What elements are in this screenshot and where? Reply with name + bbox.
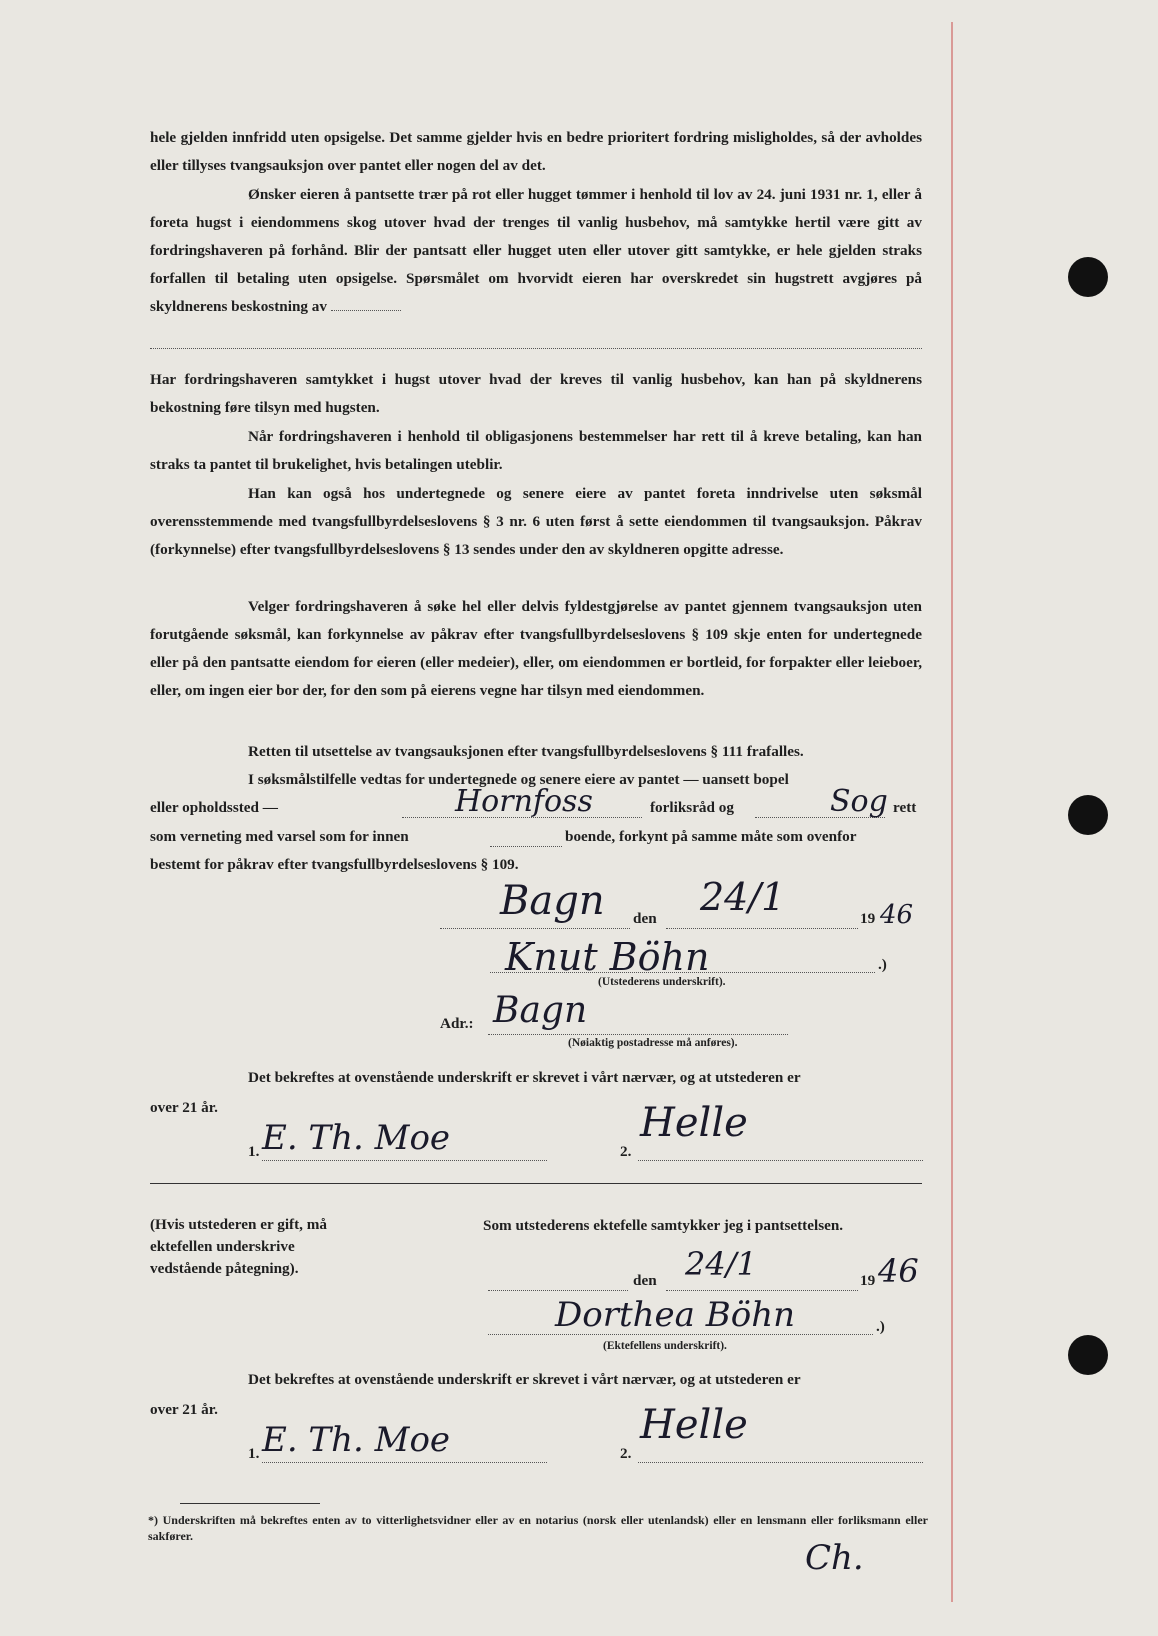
- paragraph-2: [150, 181, 922, 321]
- spouse-note: (Hvis utstederen er gift, må ektefellen underskrive vedstående påtegning).: [150, 1216, 328, 1277]
- witness2-2-signature: Helle: [640, 1402, 748, 1448]
- spouse-year-prefix: 19: [860, 1272, 876, 1289]
- punch-hole: [1068, 795, 1108, 835]
- dotted-line: [262, 1462, 547, 1463]
- dotted-line: [638, 1462, 923, 1463]
- dotted-line: [440, 928, 630, 929]
- corner-initials: Ch.: [805, 1538, 864, 1578]
- witness2-num-1: 1.: [248, 1445, 260, 1462]
- handwritten-place: Bagn: [500, 878, 605, 924]
- witness-text-1: Det bekreftes at ovenstående underskrift er skrevet i vårt nærvær, og at utstederen er: [248, 1069, 801, 1086]
- spouse-caption: (Ektefellens underskrift).: [603, 1340, 727, 1352]
- paragraph-8d: bestemt for påkrav efter tvangsfullbyrdelseslovens § 109.: [150, 856, 519, 873]
- sign-note: .): [878, 956, 887, 973]
- section-divider: [150, 1183, 922, 1184]
- dotted-fill: [331, 310, 401, 311]
- witness2-1-signature: E. Th. Moe: [262, 1420, 451, 1460]
- spouse-handwritten-year: 46: [878, 1252, 919, 1290]
- paragraph-6: Velger fordringshaveren å søke hel eller delvis fyldestgjørelse av pantet gjennem tvangsauksjon uten forutgående søksmål, kan forkynnelse av påkrav efter tvangsfullbyrdelseslovens § 109 skje enten for undertegnede eller på den pantsatte eiendom for eieren (eller medeier), eller, om eiendommen er bortleid, for forpakter eller leieboer, eller, om ingen eier bor der, for den som på eierens vegne har tilsyn med eiendommen.: [150, 598, 922, 699]
- handwritten-forliksrad: Hornfoss: [455, 784, 593, 819]
- issuer-caption: (Utstederens underskrift).: [598, 976, 726, 988]
- witness-age-1: over 21 år.: [150, 1099, 218, 1116]
- handwritten-address: Bagn: [493, 990, 588, 1031]
- footnote-rule: [180, 1503, 320, 1504]
- spouse-signature: Dorthea Böhn: [555, 1295, 795, 1335]
- margin-line: [951, 22, 953, 1602]
- paragraph-5: Han kan også hos undertegnede og senere eiere av pantet foreta inndrivelse uten søksmål overensstemmende med tvangsfullbyrdelseslovens § 3 nr. 6 uten først å sette eiendommen til tvangsauksjon. Påkrav (forkynnelse) efter tvangsfullbyrdelseslovens § 13 sendes under den av skyldneren opgitte adresse.: [150, 485, 922, 558]
- den-label: den: [633, 910, 657, 927]
- issuer-signature: Knut Böhn: [505, 935, 710, 979]
- dotted-line: [666, 1290, 858, 1291]
- handwritten-year: 46: [880, 900, 914, 930]
- witness-2-signature: Helle: [640, 1100, 748, 1146]
- paragraph-2-text: Ønsker eieren å pantsette trær på rot eller hugget tømmer i henhold til lov av 24. juni 1931 nr. 1, eller å foreta hugst i eiendommens skog utover hvad der trenges til vanlig husbehov, må samtykke hertil være gitt av fordringshaveren på forhånd. Blir der pantsatt eller hugget uten eller utover gitt samtykke, er hele gjelden straks forfallen til betaling uten opsigelse. Spørsmålet om hvorvidt eieren har overskredet sin hugstrett avgjøres på skyldnerens beskostning av: [150, 186, 922, 315]
- witness-text-2: Det bekreftes at ovenstående underskrift er skrevet i vårt nærvær, og at utstederen er: [248, 1371, 801, 1388]
- footnote: *) Underskriften må bekreftes enten av to vitterlighetsvidner eller av en notarius (norsk eller utenlandsk) eller en lensmann eller forliksmann eller sakfører.: [148, 1513, 928, 1543]
- dotted-line: [638, 1160, 923, 1161]
- dotted-line: [262, 1160, 547, 1161]
- punch-hole: [1068, 1335, 1108, 1375]
- handwritten-date: 24/1: [700, 875, 786, 919]
- witness-num-1: 1.: [248, 1143, 260, 1160]
- dotted-line: [666, 928, 858, 929]
- witness-num-2: 2.: [620, 1143, 632, 1160]
- paragraph-4: Når fordringshaveren i henhold til obligasjonens bestemmelser har rett til å kreve betaling, kan han straks ta pantet til brukelighet, hvis betalingen uteblir.: [150, 428, 922, 473]
- dotted-line: [150, 348, 922, 349]
- rett-label: rett: [893, 799, 917, 816]
- witness-age-2: over 21 år.: [150, 1401, 218, 1418]
- spouse-sign-note: .): [876, 1318, 885, 1335]
- dotted-line: [488, 1290, 628, 1291]
- handwritten-rett: Sog: [830, 784, 888, 819]
- year-prefix: 19: [860, 910, 876, 927]
- forliksrad-label: forliksråd og: [650, 799, 734, 816]
- spouse-den-label: den: [633, 1272, 657, 1289]
- dotted-line: [488, 1334, 873, 1335]
- dotted-line: [490, 846, 562, 847]
- verneting-label: som verneting med varsel som for innen: [150, 828, 409, 845]
- adr-label: Adr.:: [440, 1015, 474, 1032]
- dotted-line: [488, 1034, 788, 1035]
- witness-1-signature: E. Th. Moe: [262, 1118, 451, 1158]
- paragraph-1: hele gjelden innfridd uten opsigelse. Det samme gjelder hvis en bedre prioritert fordring misligholdes, så der avholdes eller tillyses tvangsauksjon over pantet eller nogen del av det.: [150, 129, 922, 174]
- dotted-line: [490, 972, 875, 973]
- paragraph-7: Retten til utsettelse av tvangsauksjonen efter tvangsfullbyrdelseslovens § 111 frafalles.: [248, 743, 804, 760]
- paragraph-3: Har fordringshaveren samtykket i hugst utover hvad der kreves til vanlig husbehov, kan han på skyldnerens bekostning føre tilsyn med hugsten.: [150, 371, 922, 416]
- paragraph-8a: I søksmålstilfelle vedtas for undertegnede og senere eiere av pantet — uansett bopel: [248, 771, 789, 788]
- address-caption: (Nøiaktig postadresse må anføres).: [568, 1037, 738, 1049]
- spouse-consent: Som utstederens ektefelle samtykker jeg i pantsettelsen.: [483, 1217, 844, 1234]
- punch-hole: [1068, 257, 1108, 297]
- spouse-handwritten-date: 24/1: [685, 1245, 757, 1283]
- boende-label: boende, forkynt på samme måte som ovenfor: [565, 828, 857, 845]
- witness2-num-2: 2.: [620, 1445, 632, 1462]
- opholdssted-label: eller opholdssted —: [150, 799, 278, 816]
